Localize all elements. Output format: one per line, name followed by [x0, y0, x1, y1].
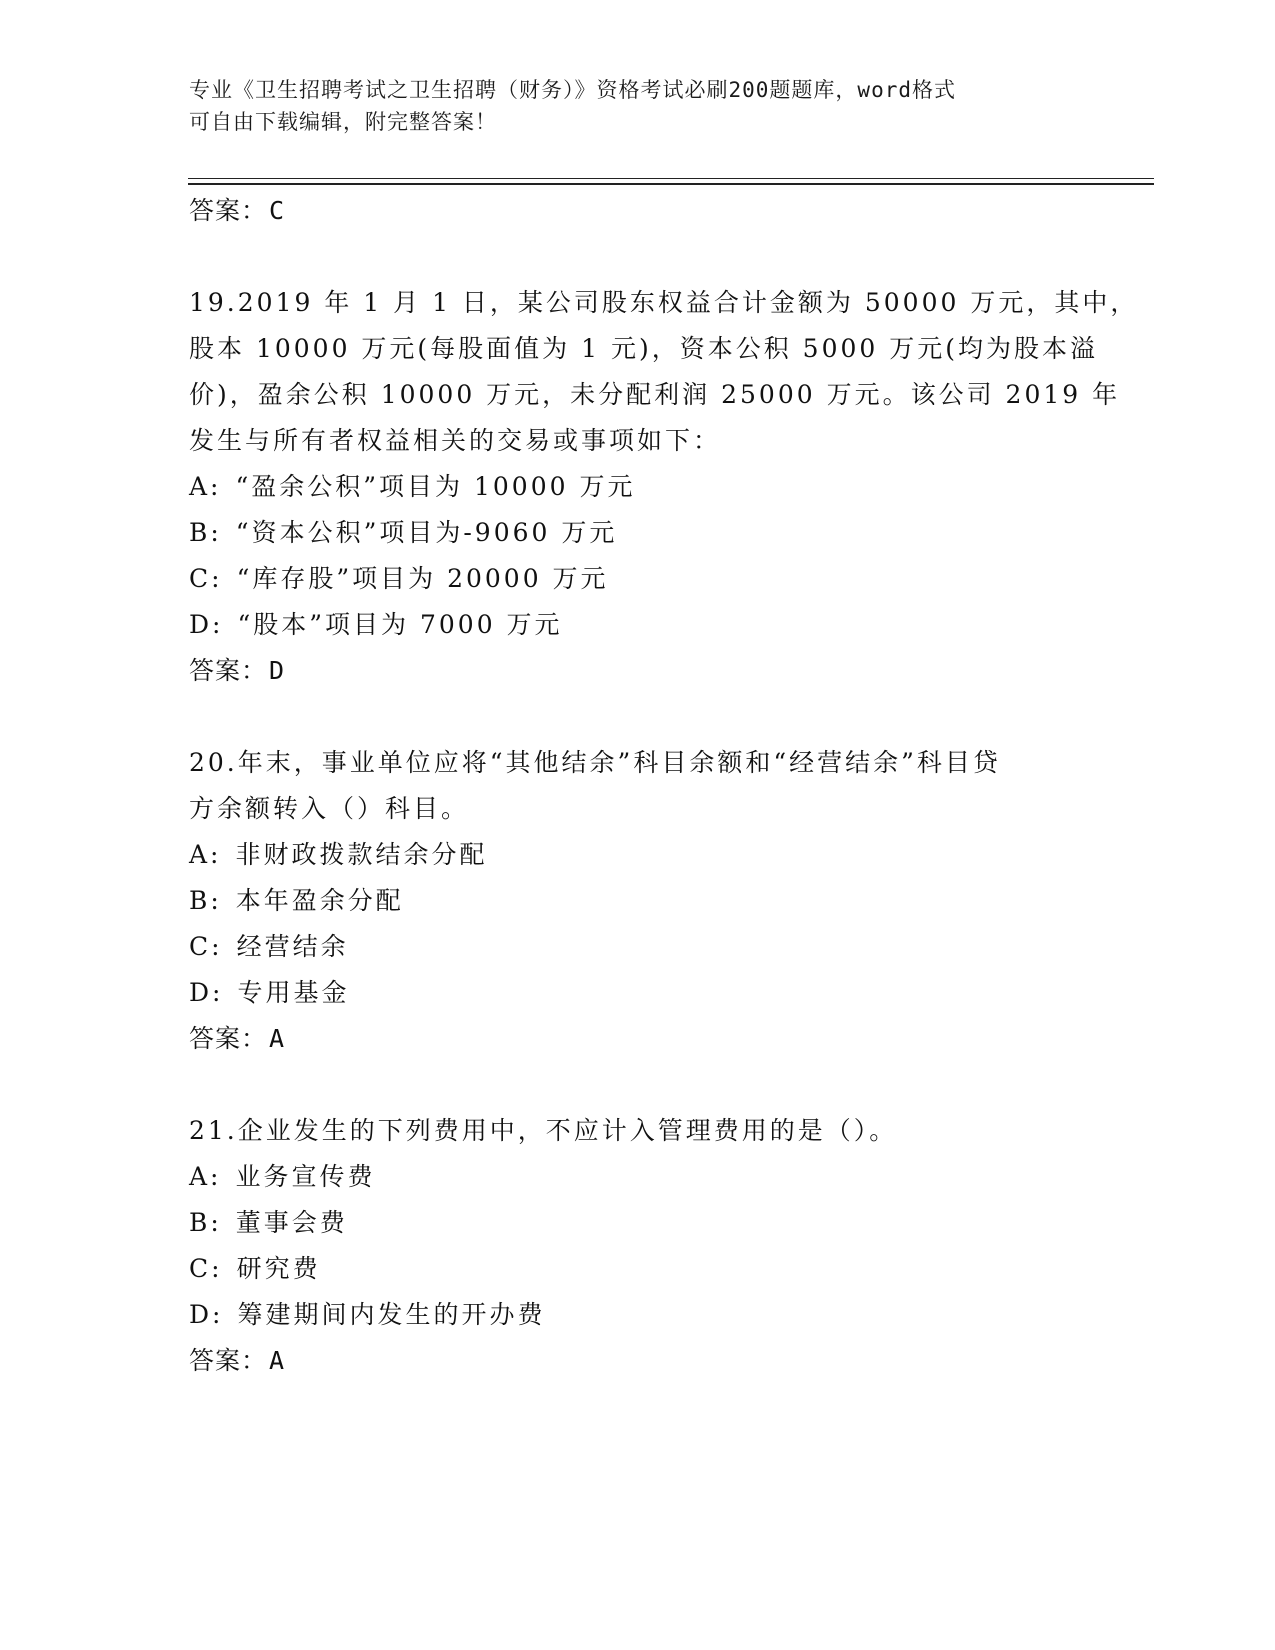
question-19	[189, 280, 1139, 694]
option-text: “盈余公积”项目为 10000 万元	[235, 472, 636, 501]
header-rule-thin	[188, 178, 1154, 179]
spacer	[189, 694, 1089, 740]
option-c	[189, 924, 1089, 970]
option-text: 经营结余	[236, 932, 349, 961]
question-text-line: 21.企业发生的下列费用中，不应计入管理费用的是（）。	[189, 1116, 898, 1145]
question-text-line: 19.2019 年 1 月 1 日，某公司股东权益合计金额为 50000 万元，其中，	[189, 288, 1139, 317]
answer-label: 答案：	[189, 1024, 268, 1053]
question-text-line: 股本 10000 万元(每股面值为 1 元)，资本公积 5000 万元(均为股本溢	[189, 334, 1099, 363]
question-text-line: 价)，盈余公积 10000 万元，未分配利润 25000 万元。该公司 2019 年	[189, 380, 1121, 409]
option-letter: A:	[189, 472, 222, 501]
question-text-line: 发生与所有者权益相关的交易或事项如下：	[189, 426, 722, 455]
document-header	[189, 74, 1069, 138]
option-text: 业务宣传费	[235, 1162, 376, 1191]
answer-value: A	[269, 1346, 286, 1375]
answer-label: 答案：	[189, 656, 268, 685]
option-letter: C:	[189, 564, 223, 593]
option-letter: B:	[189, 518, 222, 547]
option-d	[189, 1292, 1089, 1338]
option-c	[189, 1246, 1089, 1292]
option-text: 非财政拨款结余分配	[235, 840, 488, 869]
question-20	[189, 740, 1089, 1062]
option-a	[189, 1154, 1089, 1200]
option-letter: B:	[189, 886, 222, 915]
option-text: “库存股”项目为 20000 万元	[236, 564, 609, 593]
question-text-line: 方余额转入（）科目。	[189, 794, 470, 823]
spacer	[189, 1062, 1089, 1108]
answer-value: D	[269, 656, 286, 685]
option-text: 董事会费	[235, 1208, 348, 1237]
option-text: 专用基金	[237, 978, 350, 1007]
answer-value: A	[269, 1024, 286, 1053]
option-letter: A:	[189, 840, 222, 869]
header-line-1: 专业《卫生招聘考试之卫生招聘（财务）》资格考试必刷200题题库，word格式	[189, 78, 956, 102]
answer-label: 答案：	[189, 196, 268, 225]
answer	[189, 1016, 1089, 1062]
option-letter: D:	[189, 978, 224, 1007]
option-a	[189, 464, 1089, 510]
spacer	[189, 234, 1089, 280]
option-text: 本年盈余分配	[235, 886, 404, 915]
option-letter: D:	[189, 1300, 224, 1329]
option-b	[189, 1200, 1089, 1246]
option-letter: D:	[189, 610, 224, 639]
option-text: “资本公积”项目为-9060 万元	[235, 518, 618, 547]
previous-answer	[189, 188, 1089, 234]
answer-label: 答案：	[189, 1346, 268, 1375]
option-b	[189, 510, 1089, 556]
option-d	[189, 970, 1089, 1016]
option-text: 研究费	[236, 1254, 321, 1283]
question-21	[189, 1108, 1089, 1384]
option-b	[189, 878, 1089, 924]
header-line-2: 可自由下载编辑，附完整答案！	[189, 110, 497, 134]
option-letter: C:	[189, 932, 223, 961]
option-letter: A:	[189, 1162, 222, 1191]
option-c	[189, 556, 1089, 602]
option-letter: C:	[189, 1254, 223, 1283]
option-d	[189, 602, 1089, 648]
header-rule-thick	[188, 183, 1154, 185]
option-text: “股本”项目为 7000 万元	[237, 610, 563, 639]
answer-value: C	[269, 196, 286, 225]
option-letter: B:	[189, 1208, 222, 1237]
question-text-line: 20.年末，事业单位应将“其他结余”科目余额和“经营结余”科目贷	[189, 748, 1001, 777]
answer	[189, 1338, 1089, 1384]
question-content	[189, 188, 1139, 1384]
option-text: 筹建期间内发生的开办费	[237, 1300, 546, 1329]
option-a	[189, 832, 1089, 878]
answer	[189, 648, 1089, 694]
